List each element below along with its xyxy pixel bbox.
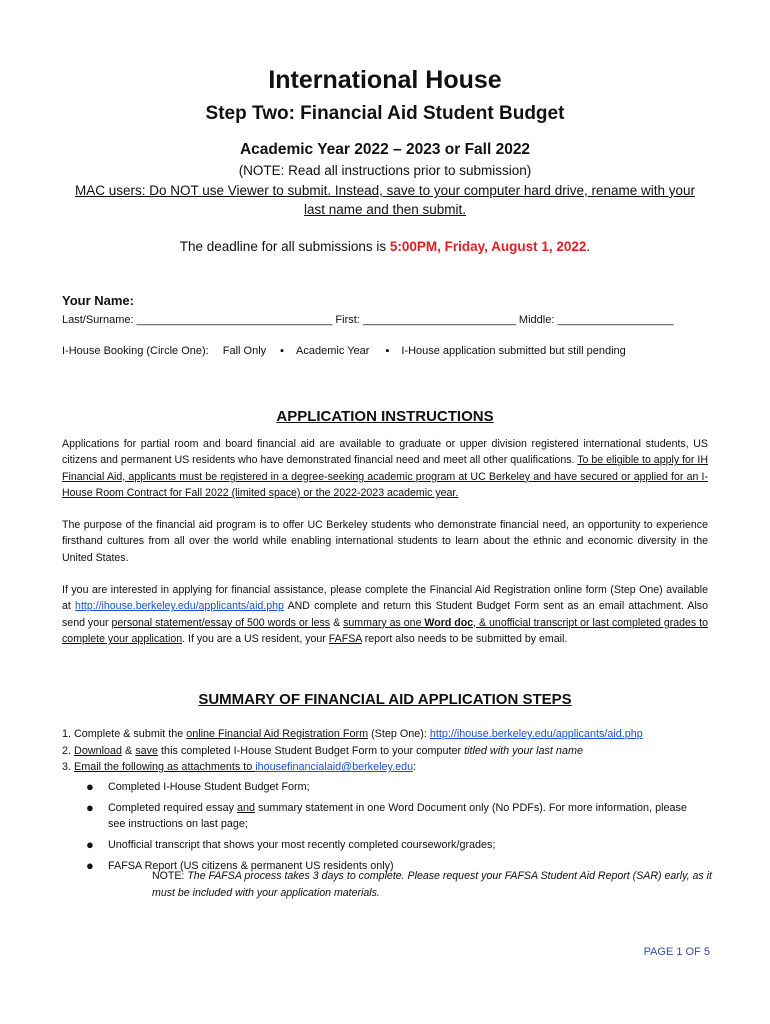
step-1-form: online Financial Aid Registration Form [186,728,369,740]
page-number: PAGE 1 OF 5 [643,946,710,958]
step-3 [62,759,712,776]
instructions-paragraph-2: The purpose of the financial aid program is to offer UC Berkeley students who demonstrate financial need, an opportunity to experience firsthand cultures from all over the world while enabling international students to learn about the ethnic and economic diversity in the United States. [62,519,708,564]
b2-text-a: Completed required essay [108,802,238,814]
your-name-label: Your Name: [62,293,134,308]
instructions-paragraph-1 [62,436,708,502]
fafsa-note [152,868,712,902]
option-pending[interactable]: I-House application submitted but still pending [401,345,626,357]
bullet-icon: ● [86,837,94,852]
b2-and: and [237,802,256,814]
mac-warning-line1: MAC users: Do NOT use Viewer to submit. Instead, save to your computer hard drive, rename with [74,183,665,198]
list-item [86,837,706,853]
step-2-text: this completed I-House Student Budget Form to your computer [158,744,465,757]
deadline-prefix: The deadline for all submissions is [179,239,390,254]
p3-essay: personal statement/essay of 500 words or less [111,616,331,629]
academic-year: Academic Year 2022 – 2023 or Fall 2022 [239,141,531,158]
option-fall-only[interactable]: Fall Only [222,345,267,357]
first-name-field[interactable]: First: _________________________ [332,314,516,326]
step-3-email: Email the following as attachments to [74,761,256,773]
step-3-colon: : [413,761,417,773]
bullet-icon: ● [86,779,94,794]
option-academic-year[interactable]: Academic Year [296,345,370,357]
step-3-email-link[interactable]: ihousefinancialaid@berkeley.edu [255,761,414,773]
bullet-text: FAFSA Report (US citizens & permanent US residents only) [108,860,394,872]
bullet-icon: ● [86,858,94,873]
bullet-text: Completed I-House Student Budget Form; [108,781,310,793]
p3-summary: summary as one [343,616,425,629]
deadline-line [0,239,770,254]
bullet-text [108,800,706,832]
mac-warning-line2: last name and then submit. [303,202,467,217]
step-1-text: 1. Complete & submit the [62,728,187,740]
bullet-icon: ● [86,800,94,815]
b2-text-b: summary statement in one Word Document only (No PDFs). For more information, please see instructions on last page; [108,802,687,830]
read-instructions-note: (NOTE: Read all instructions prior to submission) [238,163,532,178]
step-2 [62,743,712,760]
page-subtitle: Step Two: Financial Aid Student Budget [205,103,565,124]
p3-amp: & [330,616,344,629]
attachment-list [86,779,706,879]
deadline-suffix: . [586,239,591,254]
note-label: NOTE: [152,870,188,882]
p3-text-e: report also needs to be submitted by email. [361,633,568,646]
surname-field[interactable]: Last/Surname: ________________________________ [62,314,333,326]
p3-transcript: , & unofficial transcript or last completed grades to complete your application [62,616,709,646]
name-fields [62,314,674,326]
mac-users-warning [60,181,710,219]
instructions-paragraph-3 [62,582,708,648]
note-text: The FAFSA process takes 3 days to complete. Please request your FAFSA Student Aid Report (SAR) early, as it must be included with your application materials. [152,870,712,899]
p3-text-d: . If you are a US resident, your [182,633,329,646]
step-2-save: save [135,744,159,757]
aid-form-link[interactable]: http://ihouse.berkeley.edu/applicants/aid.php [75,600,284,613]
step-2-download: Download [74,744,123,757]
p3-text-a: If you are interested in applying for financial assistance, please complete the Financial Aid Registration online form (Step One) available at [62,584,708,613]
summary-steps [62,726,712,776]
middle-name-field[interactable]: Middle: ___________________ [515,314,674,326]
step-1 [62,726,712,743]
summary-heading: SUMMARY OF FINANCIAL AID APPLICATION STEPS [198,691,572,708]
deadline-value: 5:00PM, Friday, August 1, 2022 [389,239,587,254]
option-separator: ▪ [385,345,390,357]
p3-fafsa: FAFSA [328,633,362,646]
list-item [86,800,706,832]
step-3-num: 3. [62,761,75,773]
instructions-heading: APPLICATION INSTRUCTIONS [276,408,494,425]
step-2-amp: & [122,744,136,757]
step-2-title-note: titled with your last name [464,744,583,757]
step-1-link[interactable]: http://ihouse.berkeley.edu/applicants/aid.php [429,728,643,740]
step-2-num: 2. [62,744,75,757]
step-1-text-b: (Step One): [368,728,430,740]
booking-label: I-House Booking (Circle One): [62,345,209,357]
mac-warning-your: your [668,183,696,198]
booking-options [62,345,626,357]
option-separator: ▪ [280,345,285,357]
p3-text-b: AND complete and return this Student Budget Form sent as an email attachment. Also send your [62,600,708,629]
list-item [86,779,706,795]
p1-text: Applications for partial room and board financial aid are available to graduate or upper division registered international students, US citizens and permanent US residents who have demonstrated financial need and meet all other qualifications. [62,438,708,467]
page-title: International House [268,66,502,94]
p1-eligibility: To be eligible to apply for IH Financial Aid, applicants must be registered in a degree-seeking academic program at UC Berkeley and have secured or applied for an I-House Room Contract for Fall 2022 (limited space) or the 2022-2023 academic year. [62,454,708,500]
bullet-text: Unofficial transcript that shows your most recently completed coursework/grades; [108,839,496,851]
p3-word-doc: Word doc [424,616,474,629]
